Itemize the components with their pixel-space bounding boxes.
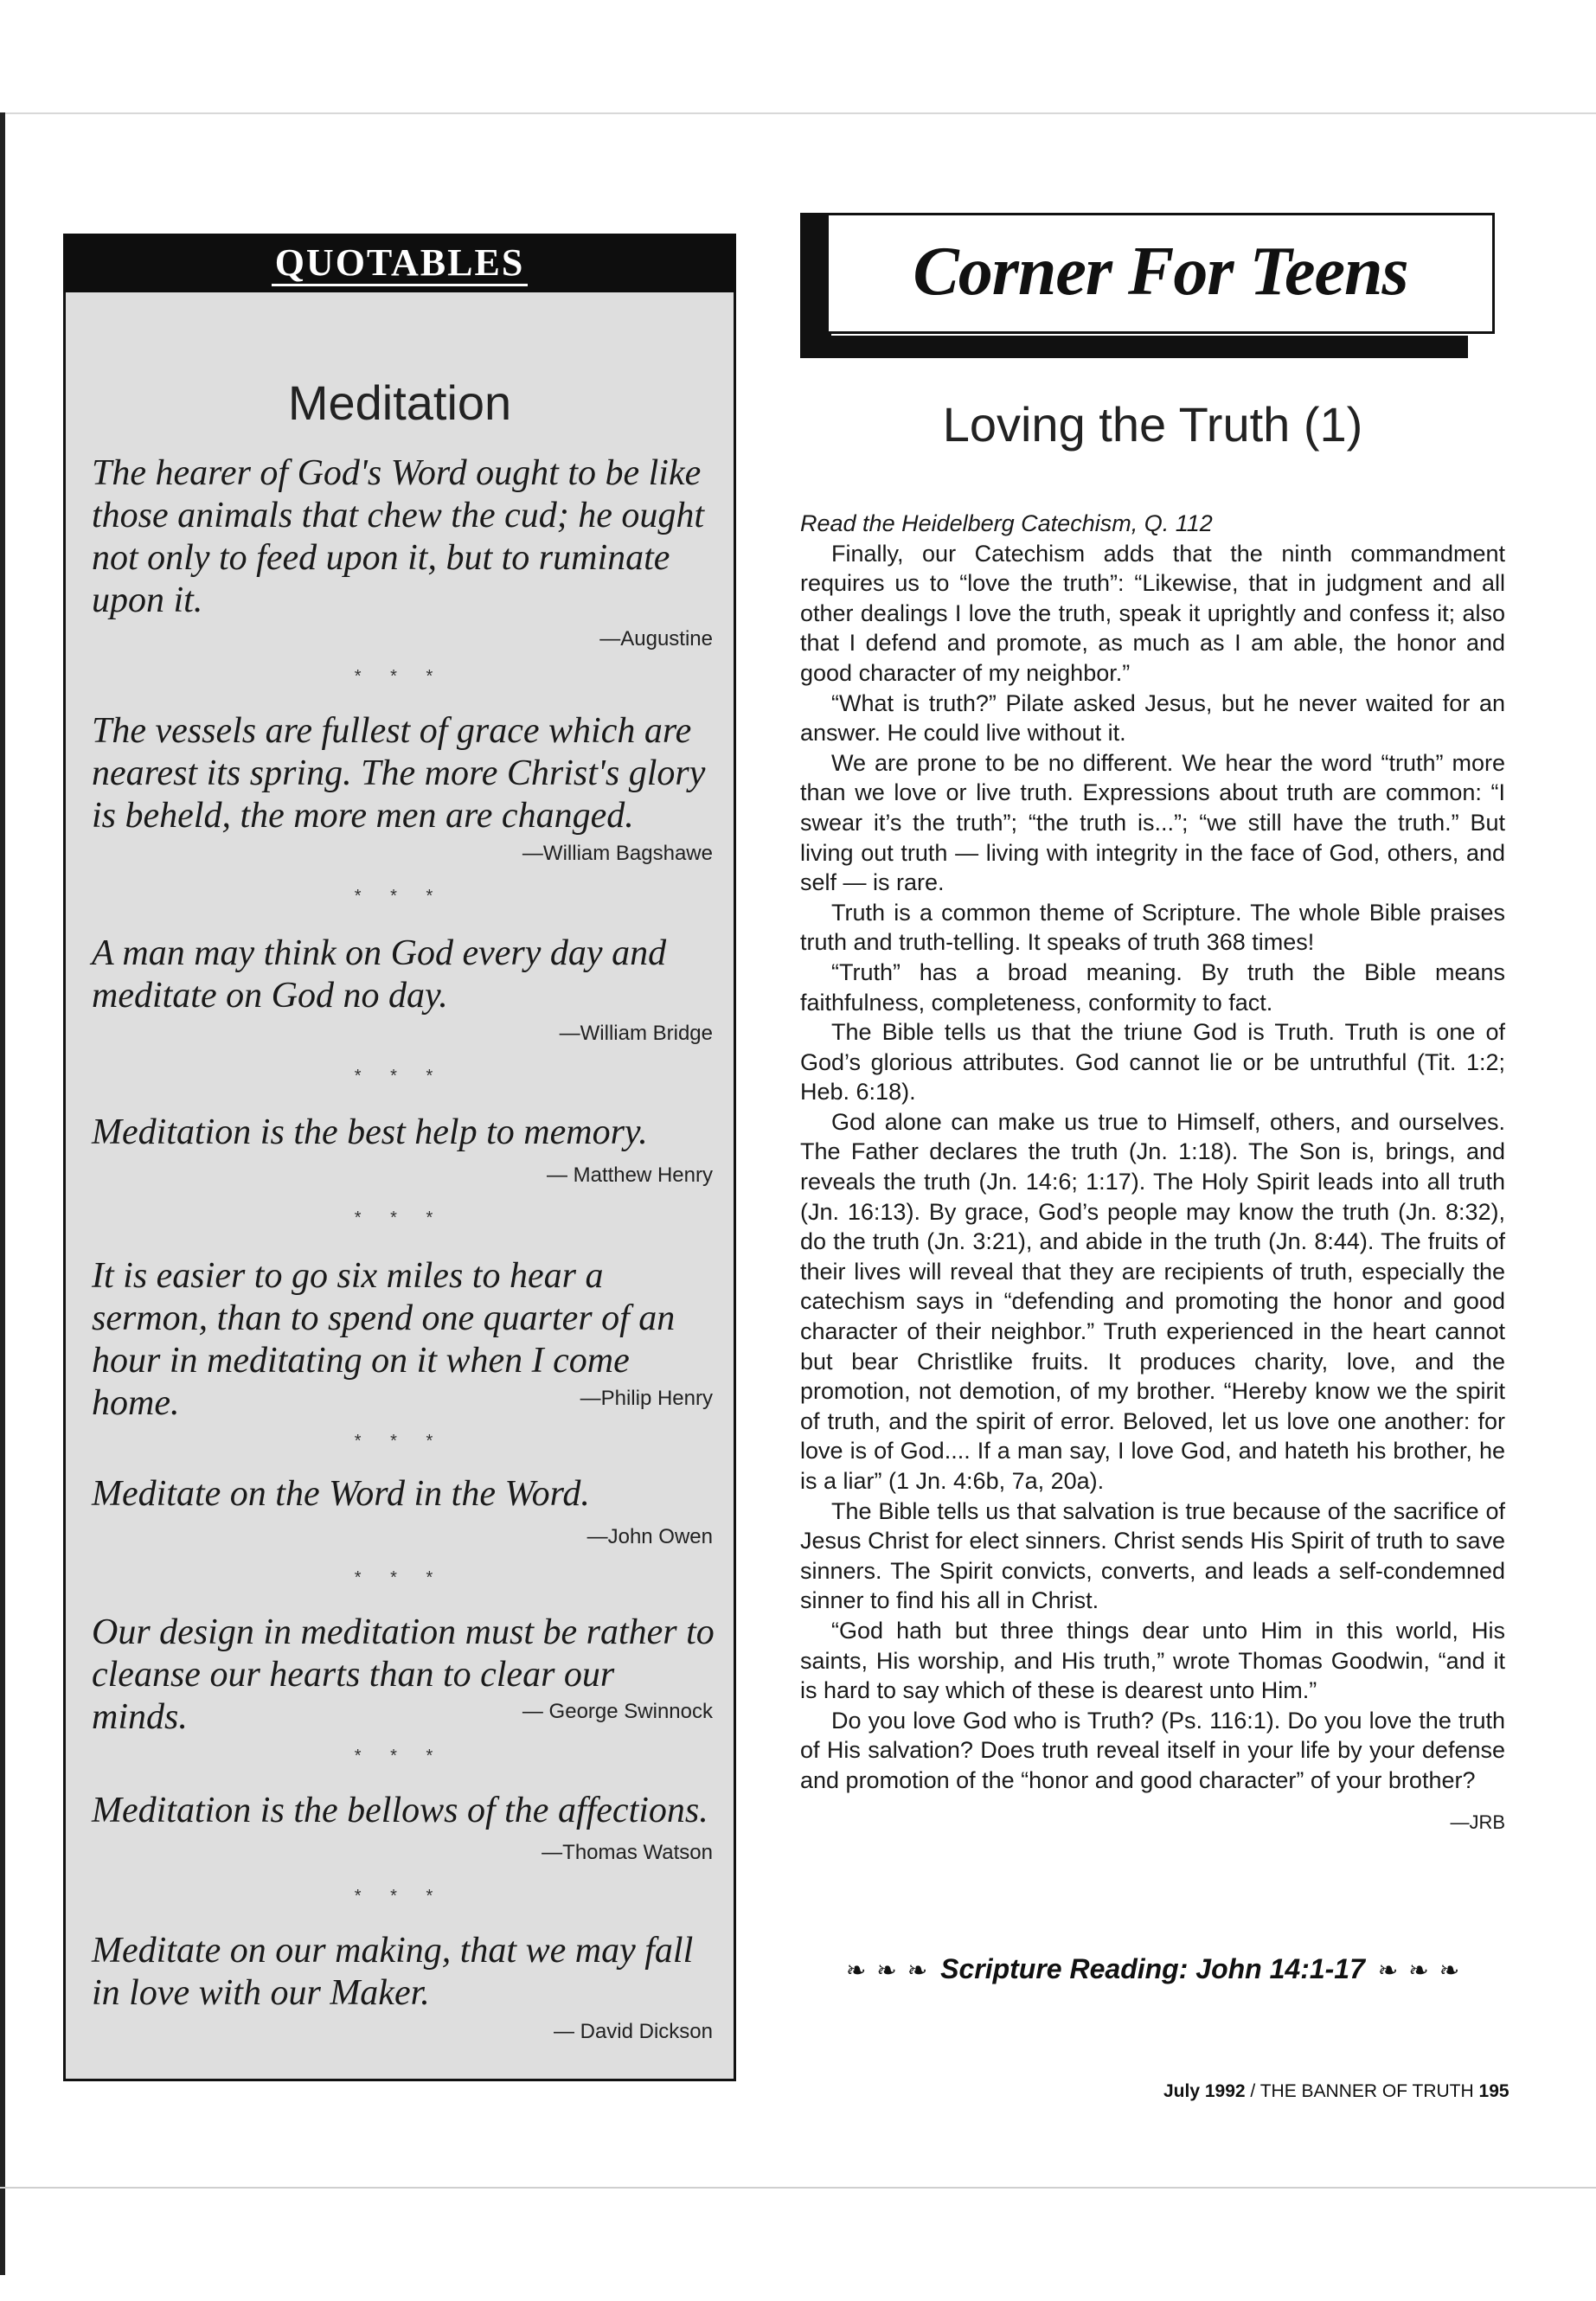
article-body xyxy=(800,509,1505,1837)
quote-bridge: A man may think on God every day and meditate on God no day. xyxy=(92,933,667,1016)
article-paragraph: Finally, our Catechism adds that the ninth commandment requires us to “love the truth”: “Likewise, that in judgment and all other dealings I love the truth, speak it uprightly and confess it; also that I defend and promote, as much as I am able, the honor and good character of my neighbor.” xyxy=(800,540,1505,686)
quote-author: —Thomas Watson xyxy=(542,1841,713,1864)
page-footer xyxy=(1163,2081,1509,2102)
quote-philip-henry: It is easier to go six miles to hear a sermon, than to spend one quarter of an hour in meditating on it when I come home. xyxy=(92,1256,676,1423)
article-paragraph: We are prone to be no different. We hear the word “truth” more than we love or live truth. Expressions about truth are common: “I swear it’s the truth”; “the truth is...”; “we still have the truth.” But living out truth — living with integrity in the face of God, others, and self — is rare. xyxy=(800,749,1505,896)
article-paragraph: “Truth” has a broad meaning. By truth the Bible means faithfulness, completeness, conformity to fact. xyxy=(800,958,1505,1016)
article-paragraph: Truth is a common theme of Scripture. The whole Bible praises truth and truth-telling. It speaks of truth 368 times! xyxy=(800,899,1505,956)
quote-bagshawe: The vessels are fullest of grace which are nearest its spring. The more Christ's glory is beheld, the more men are changed. xyxy=(92,711,706,836)
scripture-reading xyxy=(800,1953,1505,1985)
article-paragraph: “God hath but three things dear unto Him in this world, His saints, His worship, and His truth,” wrote Thomas Goodwin, “and it is hard to say which of these is dearest unto Him.” xyxy=(800,1617,1505,1704)
quotables-box xyxy=(63,234,736,2081)
page-edge-bottom xyxy=(0,2187,1596,2189)
quote-separator: * * * xyxy=(354,1747,445,1766)
leaf-ornament-icon: ❧ xyxy=(907,1957,928,1984)
quote-augustine: The hearer of God's Word ought to be like those animals that chew the cud; he ought not only to feed upon it, but to ruminate upon it. xyxy=(92,453,705,620)
scripture-reading-text: Scripture Reading: John 14:1-17 xyxy=(940,1953,1365,1984)
article-lead: Read the Heidelberg Catechism, Q. 112 xyxy=(800,510,1213,536)
quote-swinnock: Our design in meditation must be rather to cleanse our hearts than to clear our minds. xyxy=(92,1612,715,1737)
quotables-header: QUOTABLES xyxy=(63,234,736,292)
leaf-ornament-icon: ❧ xyxy=(876,1957,897,1984)
article-paragraph: The Bible tells us that salvation is true because of the sacrifice of Jesus Christ for elect sinners. Christ sends His Spirit of truth to save sinners. The Spirit convicts, converts, and leads a self-condemned sinner to find his all in Christ. xyxy=(800,1497,1505,1614)
article-paragraph: Do you love God who is Truth? (Ps. 116:1). Do you love the truth of His salvation? Does truth reveal itself in your life by your defense and promotion of the “honor and good character” of your brother? xyxy=(800,1707,1505,1793)
quote-separator: * * * xyxy=(354,1568,445,1587)
leaf-ornament-icon: ❧ xyxy=(845,1957,867,1984)
quotables-title: Meditation xyxy=(287,375,512,430)
quote-watson: Meditation is the bellows of the affections. xyxy=(92,1791,708,1830)
quote-separator: * * * xyxy=(354,1432,445,1451)
footer-page-number: 195 xyxy=(1478,2081,1509,2101)
article-paragraph: “What is truth?” Pilate asked Jesus, but he never waited for an answer. He could live without it. xyxy=(800,689,1505,747)
quote-separator: * * * xyxy=(354,1067,445,1086)
corner-for-teens-banner xyxy=(800,213,1505,358)
quote-author: — Matthew Henry xyxy=(546,1163,713,1187)
article-title: Loving the Truth (1) xyxy=(942,397,1363,452)
corner-for-teens-title: Corner For Teens xyxy=(826,213,1495,334)
page-edge-left xyxy=(0,112,5,2275)
leaf-ornament-icon: ❧ xyxy=(1439,1957,1460,1984)
quote-separator: * * * xyxy=(354,1887,445,1906)
footer-journal: / THE BANNER OF TRUTH xyxy=(1250,2081,1474,2101)
quote-author: —Philip Henry xyxy=(580,1387,713,1410)
leaf-ornament-icon: ❧ xyxy=(1377,1957,1399,1984)
quote-author: — David Dickson xyxy=(553,2020,713,2043)
quote-author: —William Bridge xyxy=(559,1022,713,1045)
quote-separator: * * * xyxy=(354,1208,445,1227)
footer-date: July 1992 xyxy=(1163,2081,1246,2101)
quote-separator: * * * xyxy=(354,887,445,906)
quote-author: —John Owen xyxy=(586,1525,713,1548)
quote-separator: * * * xyxy=(354,667,445,686)
leaf-ornament-icon: ❧ xyxy=(1408,1957,1429,1984)
page-edge-top xyxy=(0,112,1596,114)
quote-author: —Augustine xyxy=(599,627,713,651)
quote-dickson: Meditate on our making, that we may fall in love with our Maker. xyxy=(92,1931,694,2013)
article-signature: —JRB xyxy=(1450,1811,1505,1833)
quote-matthew-henry: Meditation is the best help to memory. xyxy=(92,1112,648,1152)
article-paragraph: God alone can make us true to Himself, others, and ourselves. The Father declares the truth (Jn. 1:18). The Son is, brings, and reveals the truth (Jn. 14:6; 1:17). The Holy Spirit leads into all truth (Jn. 16:13). By grace, God’s people may know the truth (Jn. 8:32), do the truth (Jn. 3:21), and abide in the truth (Jn. 8:44). The fruits of their lives will reveal that they are recipients of truth, especially the catechism says in “defending and promoting the honor and good character of their neighbor.” Truth experienced in the heart cannot but bear Christlike fruits. It produces charity, love, and the promotion, not demotion, of my brother. “Hereby know we the spirit of truth, and the spirit of error. Beloved, let us love one another: for love is of God.... If a man say, I love God, and hateth his brother, he is a liar” (1 Jn. 4:6b, 7a, 20a). xyxy=(800,1108,1505,1494)
article-paragraph: The Bible tells us that the triune God is Truth. Truth is one of God’s glorious attributes. God cannot lie or be untruthful (Tit. 1:2; Heb. 6:18). xyxy=(800,1019,1505,1106)
quote-owen: Meditate on the Word in the Word. xyxy=(92,1474,590,1514)
quote-author: — George Swinnock xyxy=(522,1700,713,1723)
quote-author: —William Bagshawe xyxy=(522,842,713,865)
